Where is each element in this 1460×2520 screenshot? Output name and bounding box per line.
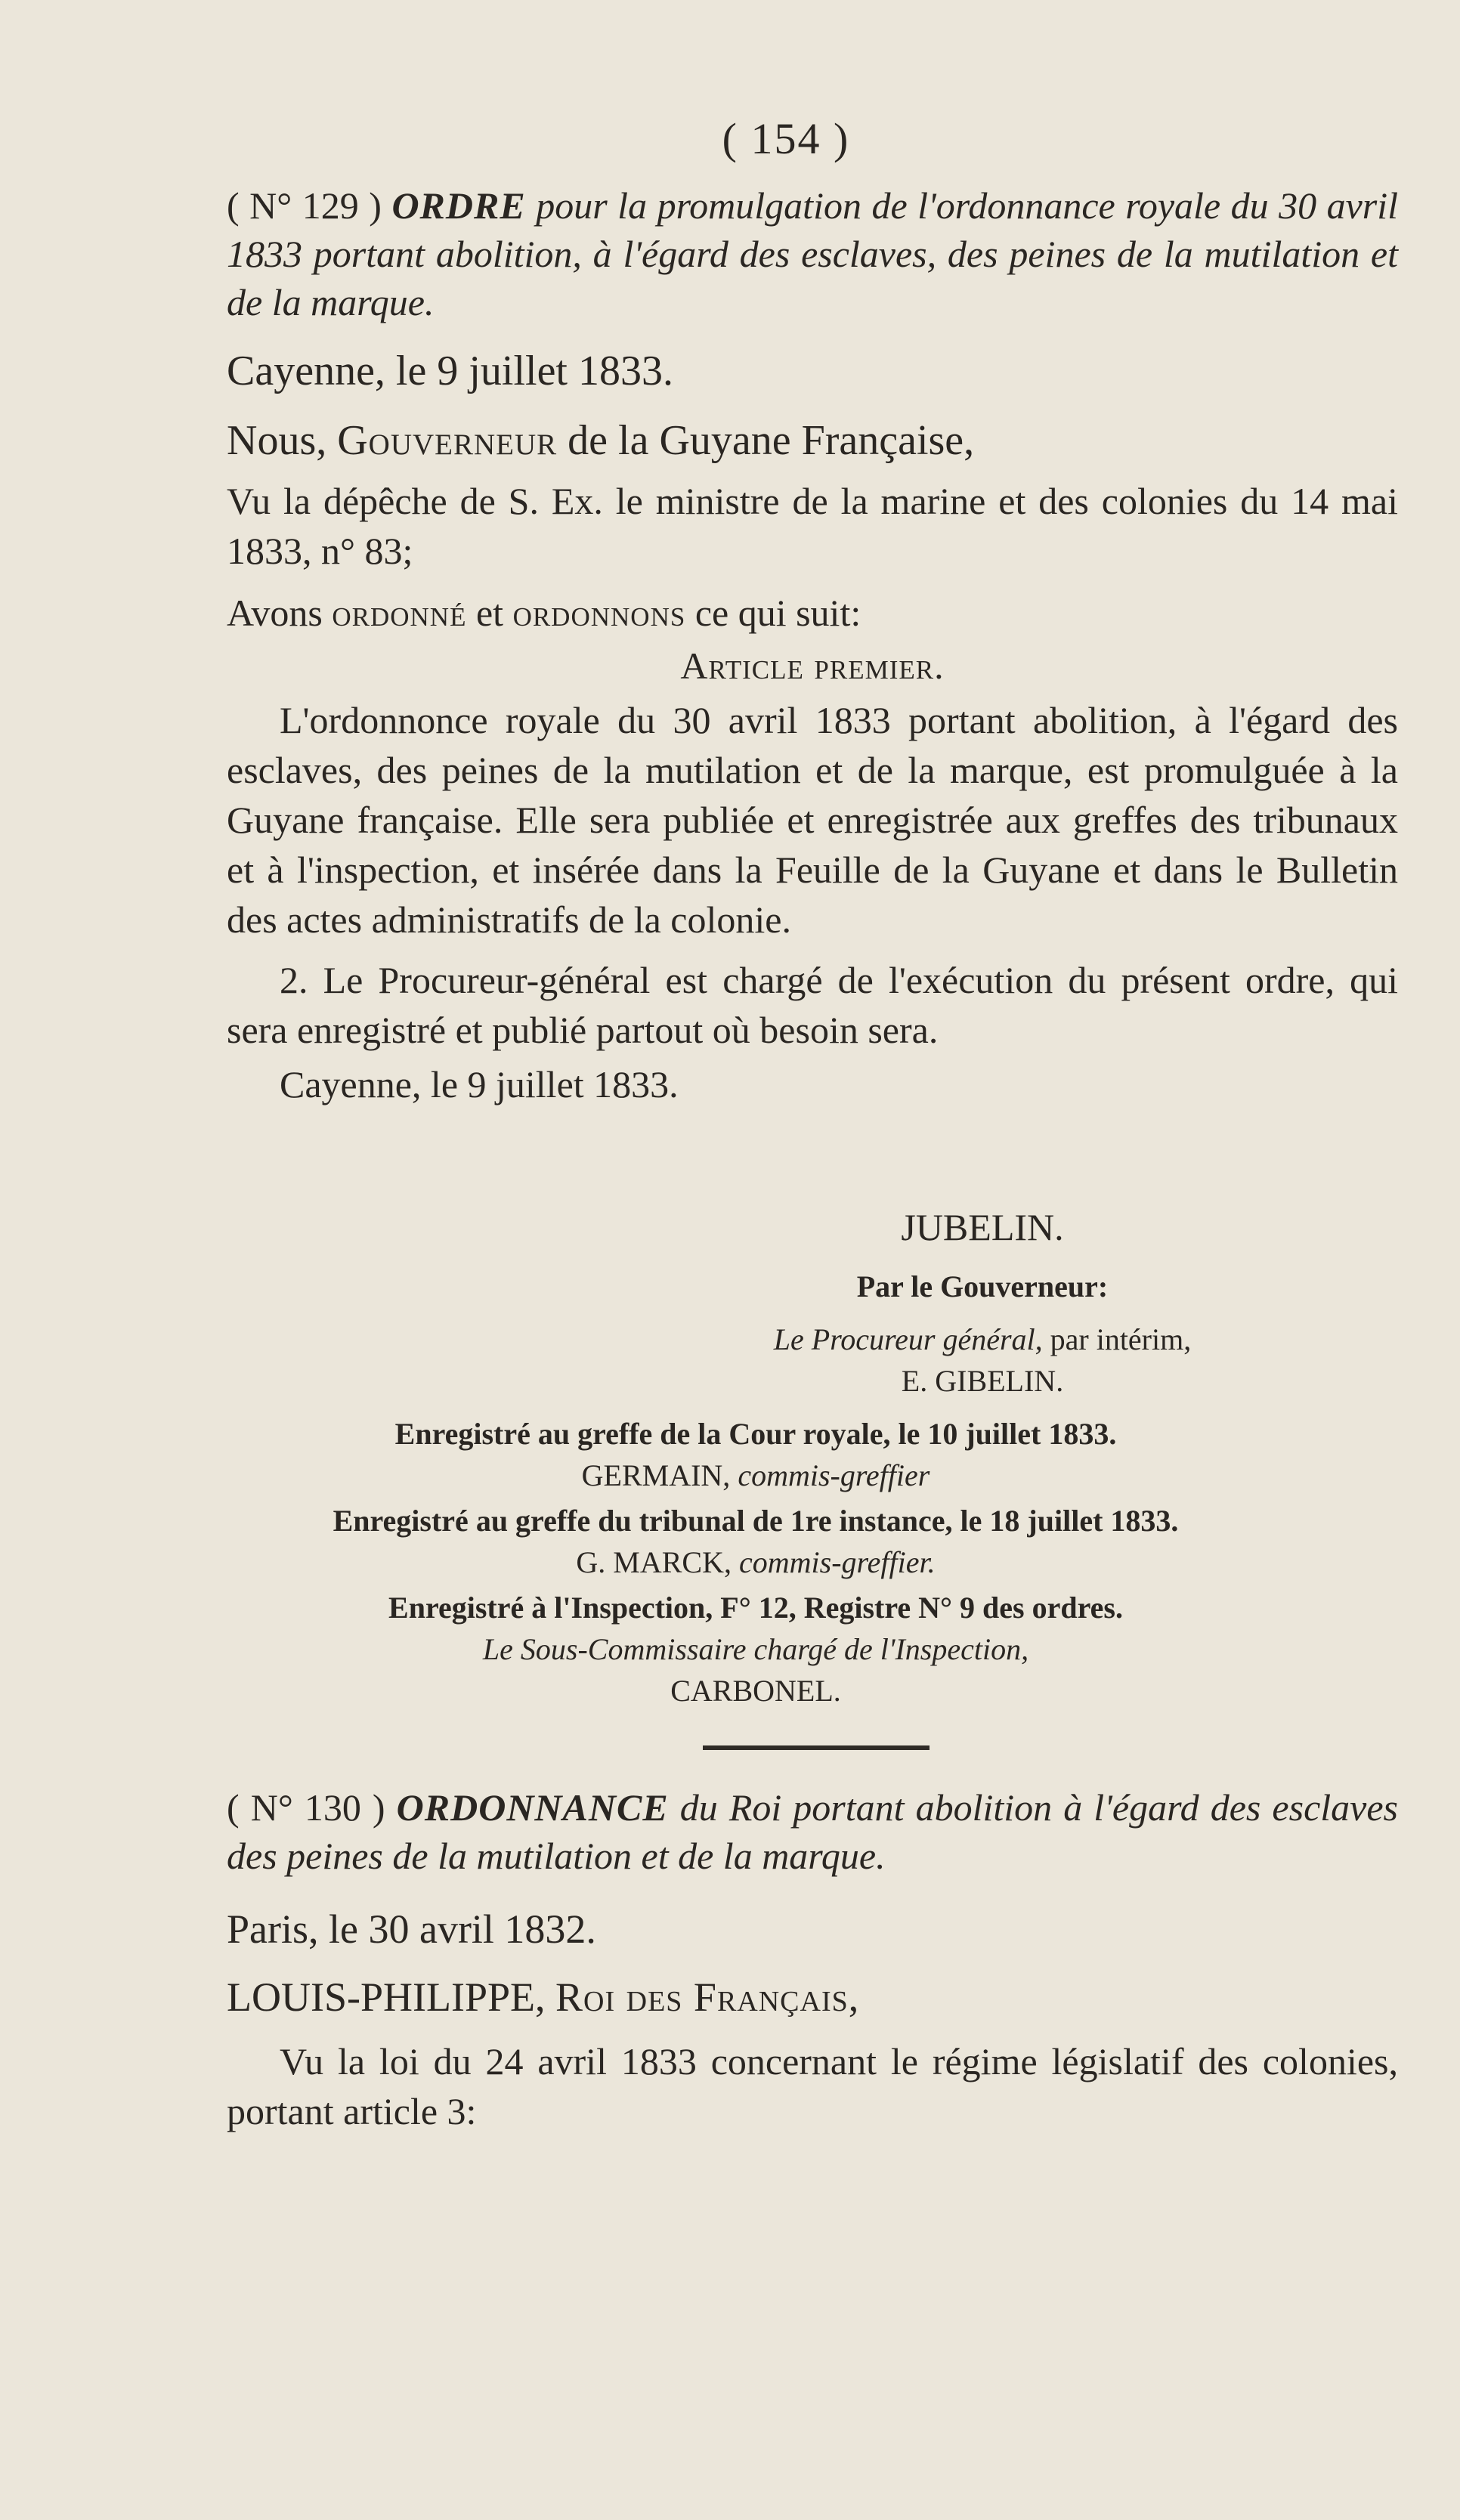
king-line [227, 1972, 1398, 2022]
procureur-title: Le Procureur général, [773, 1322, 1043, 1356]
order-129-subject: pour la promulgation de l'ordonnance royale du 30 avril 1833 portant abolition, à l'égard des esclaves, des peines de la mutilation et de la marque. [227, 184, 1399, 323]
divider-line [703, 1745, 930, 1750]
king-name: LOUIS-PHILIPPE, [227, 1974, 546, 2020]
article-1: L'ordonnonce royale du 30 avril 1833 portant abolition, à l'égard des esclaves, des peines de la mutilation et de la marque, est promulguée à la Guyane française. Elle sera publiée et enregistrée aux greffes des tribunaux et à l'inspection, et insérée dans la Feuille de la Guyane et dans le Bulletin des actes administratifs de la colonie. [227, 699, 1398, 941]
decree-line [227, 588, 1398, 638]
procureur-interim: par intérim, [1050, 1322, 1192, 1356]
decree-avons: Avons [227, 592, 323, 634]
registration-2: Enregistré au greffe du tribunal de 1re instance, le 18 juillet 1833. [333, 1504, 1179, 1538]
order-129-heading [227, 181, 1398, 326]
registration-2-signer [189, 1541, 1322, 1584]
considering-text: Vu la dépêche de S. Ex. le ministre de la marine et des colonies du 14 mai 1833, n° 83; [227, 480, 1398, 572]
order-129-title: ORDRE [391, 184, 526, 227]
decree-rest: ce qui suit: [694, 592, 861, 634]
order-130 [227, 1783, 1398, 1880]
reg1-role: commis-greffier [738, 1458, 930, 1492]
reg2-name: G. MARCK, [576, 1545, 732, 1579]
procureur-name: E. GIBELIN. [901, 1364, 1064, 1398]
order-129-date: Cayenne, le 9 juillet 1833. [227, 348, 673, 394]
registration-3-role: Le Sous-Commissaire chargé de l'Inspection, [482, 1632, 1029, 1666]
signatory: JUBELIN. [901, 1206, 1064, 1248]
article-2: 2. Le Procureur-général est chargé de l'exécution du présent ordre, qui sera enregistré et publié partout où besoin sera. [227, 959, 1398, 1051]
decree-et: et [475, 592, 504, 634]
order-130-date: Paris, le 30 avril 1832. [227, 1906, 596, 1952]
procureur-line [529, 1319, 1436, 1361]
page-number: ( 154 ) [722, 114, 850, 163]
order-129-body [227, 476, 1398, 1109]
authority-rest: de la Guyane Française, [568, 417, 975, 464]
registration-3: Enregistré à l'Inspection, F° 12, Registre N° 9 des ordres. [388, 1591, 1123, 1625]
order-130-title: ORDONNANCE [396, 1786, 669, 1829]
order-129-authority [227, 416, 1398, 465]
authority-title: Gouverneur [337, 417, 558, 464]
reg1-name: GERMAIN, [581, 1458, 731, 1492]
order-130-heading [227, 1783, 1398, 1880]
order-130-considering: Vu la loi du 24 avril 1833 concernant le régime législatif des colonies, portant article 3: [227, 2040, 1398, 2132]
decree-ordonnons: ordonnons [512, 592, 686, 634]
order-129 [227, 181, 1398, 326]
order-130-subject: du Roi portant abolition à l'égard des esclaves des peines de la mutilation et de la marque. [227, 1786, 1399, 1877]
registration-1: Enregistré au greffe de la Cour royale, le 10 juillet 1833. [394, 1417, 1117, 1451]
registration-1-signer [189, 1455, 1322, 1497]
registration-3-name: CARBONEL. [670, 1674, 841, 1708]
authority-prefix: Nous, [227, 417, 327, 464]
by-governor: Par le Gouverneur: [856, 1269, 1109, 1303]
order-130-number: ( N° 130 ) [227, 1786, 385, 1829]
decree-ordonne: ordonné [332, 592, 467, 634]
article-title: Article premier. [680, 645, 945, 687]
king-title: Roi des Français, [555, 1974, 860, 2020]
closing-date: Cayenne, le 9 juillet 1833. [280, 1063, 679, 1105]
order-129-number: ( N° 129 ) [227, 184, 382, 227]
reg2-role: commis-greffier. [739, 1545, 936, 1579]
section-divider [703, 1745, 930, 1750]
